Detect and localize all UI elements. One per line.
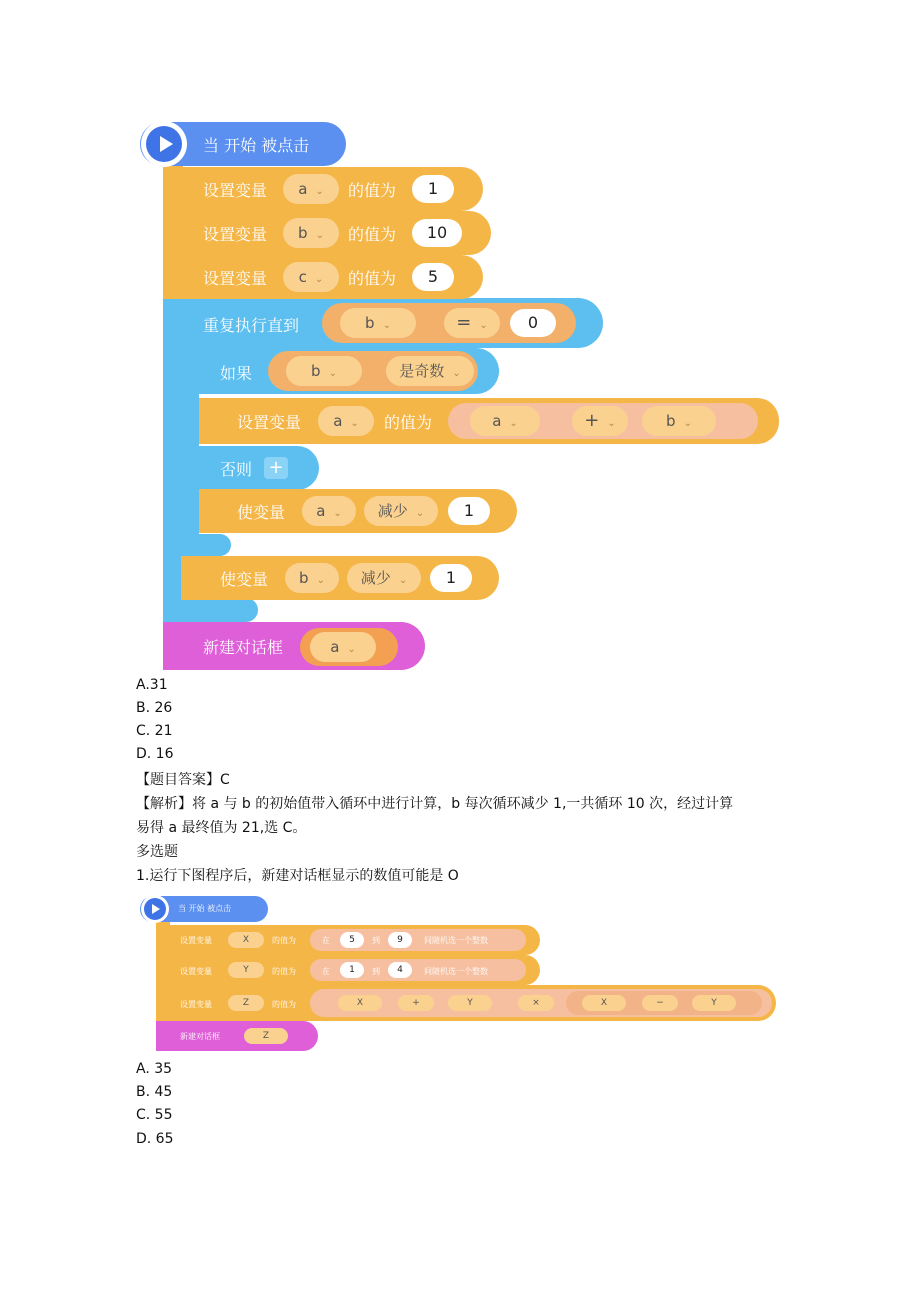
block-label: 新建对话框 (180, 1032, 220, 1041)
chevron-down-icon: ⌄ (315, 186, 324, 197)
var-dropdown[interactable]: Y (692, 995, 736, 1011)
if-foot (181, 534, 231, 556)
block-label: 的值为 (272, 967, 296, 976)
play-icon (146, 126, 182, 162)
block-label: 到 (372, 936, 380, 945)
block-label: 设置变量 (203, 181, 268, 200)
option-d: D. 65 (136, 1131, 174, 1147)
var-dropdown[interactable]: X (582, 995, 626, 1011)
operator-dropdown[interactable]: = ⌄ (444, 308, 500, 338)
chevron-down-icon: ⌄ (314, 274, 324, 285)
section-title: 多选题 (136, 844, 178, 860)
chevron-down-icon: ⌄ (415, 508, 425, 519)
var-dropdown[interactable]: Y (228, 962, 264, 978)
value-input[interactable]: 1 (412, 175, 454, 203)
option-b: B. 45 (136, 1084, 173, 1100)
var-dropdown[interactable]: a ⌄ (310, 632, 376, 662)
value-input[interactable]: 5 (340, 932, 364, 948)
block-label: 设置变量 (180, 936, 212, 945)
operator-dropdown[interactable]: + (398, 995, 434, 1011)
chevron-down-icon: ⌄ (328, 368, 337, 379)
chevron-down-icon: ⌄ (316, 575, 325, 586)
value-input[interactable]: 0 (510, 309, 556, 337)
option-b: B. 26 (136, 700, 173, 716)
var-dropdown[interactable]: Y (448, 995, 492, 1011)
var-dropdown[interactable]: Z (244, 1028, 288, 1044)
var-dropdown[interactable]: a ⌄ (283, 174, 339, 204)
block-label: 在 (322, 936, 330, 945)
chevron-down-icon: ⌄ (382, 320, 391, 331)
block-label: 到 (372, 967, 380, 976)
var-dropdown[interactable]: a ⌄ (470, 406, 540, 436)
value-input[interactable]: 1 (448, 497, 490, 525)
option-d: D. 16 (136, 746, 174, 762)
repeat-spine (163, 340, 181, 620)
block-label: 的值为 (348, 225, 397, 244)
answer-line: 【题目答案】C (136, 772, 230, 788)
var-dropdown[interactable]: c ⌄ (283, 262, 339, 292)
var-dropdown[interactable]: X (228, 932, 264, 948)
value-input[interactable]: 9 (388, 932, 412, 948)
block-label: 间随机选一个整数 (424, 936, 488, 945)
operator-dropdown[interactable]: × (518, 995, 554, 1011)
var-dropdown[interactable]: b ⌄ (642, 406, 716, 436)
block-label: 的值为 (272, 936, 296, 945)
operator-dropdown[interactable]: + ⌄ (572, 406, 628, 436)
block-label: 新建对话框 (203, 638, 284, 657)
block-label: 的值为 (348, 181, 397, 200)
hat-label: 当 开始 被点击 (203, 136, 310, 155)
block-label: 设置变量 (237, 413, 302, 432)
else-label: 否则 (220, 460, 253, 479)
var-dropdown[interactable]: b ⌄ (283, 218, 339, 248)
value-input[interactable]: 5 (412, 263, 454, 291)
block-label: 设置变量 (180, 1000, 212, 1009)
option-c: C. 55 (136, 1107, 173, 1123)
repeat-label: 重复执行直到 (203, 316, 300, 335)
block-label: 在 (322, 967, 330, 976)
chevron-down-icon: ⌄ (509, 418, 518, 429)
block-label: 设置变量 (203, 269, 268, 288)
chevron-down-icon: ⌄ (683, 418, 692, 429)
var-dropdown[interactable]: b ⌄ (340, 308, 416, 338)
block-label: 设置变量 (180, 967, 212, 976)
add-else-button[interactable]: + (264, 457, 288, 479)
analysis-line-1: 【解析】将 a 与 b 的初始值带入循环中进行计算，b 每次循环减少 1,一共循环 10 次，经过计算 (136, 796, 734, 812)
repeat-foot (163, 598, 258, 622)
if-label: 如果 (220, 364, 253, 383)
var-dropdown[interactable]: b ⌄ (286, 356, 362, 386)
chevron-down-icon: ⌄ (607, 418, 616, 429)
var-dropdown[interactable]: b ⌄ (285, 563, 339, 593)
chevron-down-icon: ⌄ (350, 418, 359, 429)
chevron-down-icon: ⌄ (347, 644, 356, 655)
chevron-down-icon: ⌄ (479, 320, 488, 331)
var-dropdown[interactable]: a ⌄ (318, 406, 374, 436)
block-label: 的值为 (272, 1000, 296, 1009)
block-label: 设置变量 (203, 225, 268, 244)
chevron-down-icon: ⌄ (333, 508, 342, 519)
value-input[interactable]: 4 (388, 962, 412, 978)
block-label: 的值为 (384, 413, 433, 432)
var-dropdown[interactable]: X (338, 995, 382, 1011)
option-a: A. 35 (136, 1061, 173, 1077)
block-label: 的值为 (348, 269, 397, 288)
condition-dropdown[interactable]: 是奇数 ⌄ (386, 356, 474, 386)
option-a: A.31 (136, 677, 168, 693)
value-input[interactable]: 1 (430, 564, 472, 592)
var-dropdown[interactable]: a ⌄ (302, 496, 356, 526)
chevron-down-icon: ⌄ (452, 368, 461, 379)
op-dropdown[interactable]: 减少 ⌄ (364, 496, 438, 526)
block-label: 使变量 (220, 570, 269, 589)
operator-dropdown[interactable]: − (642, 995, 678, 1011)
var-dropdown[interactable]: Z (228, 995, 264, 1011)
hat-label: 当 开始 被点击 (178, 904, 232, 913)
option-c: C. 21 (136, 723, 173, 739)
chevron-down-icon: ⌄ (315, 230, 324, 241)
chevron-down-icon: ⌄ (398, 575, 408, 586)
play-icon (144, 898, 166, 920)
analysis-line-2: 易得 a 最终值为 21,选 C。 (136, 820, 307, 836)
value-input[interactable]: 10 (412, 219, 462, 247)
value-input[interactable]: 1 (340, 962, 364, 978)
block-label: 使变量 (237, 503, 286, 522)
op-dropdown[interactable]: 减少 ⌄ (347, 563, 421, 593)
question-2-stem: 1.运行下图程序后，新建对话框显示的数值可能是 O (136, 868, 459, 884)
block-label: 间随机选一个整数 (424, 967, 488, 976)
